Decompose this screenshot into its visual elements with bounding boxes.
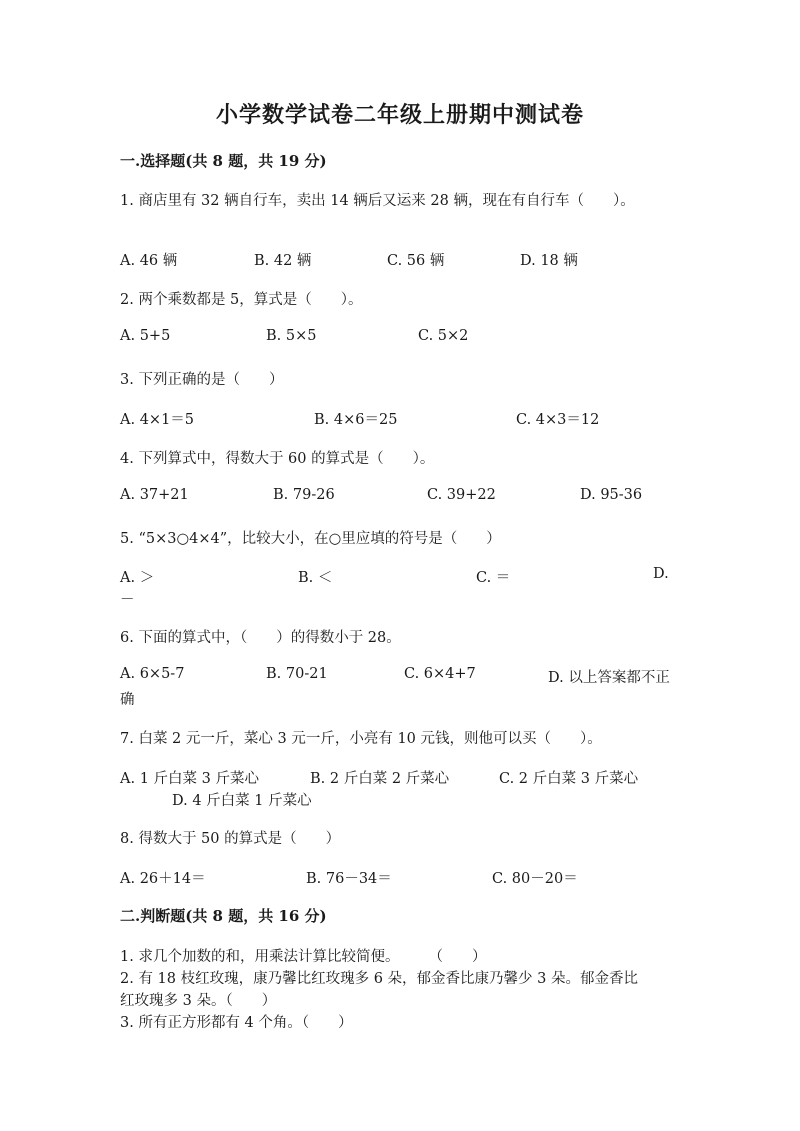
- judge-1: 1. 求几个加数的和，用乘法计算比较简便。 （ ）: [120, 949, 487, 965]
- q2-option-b: B. 5×5: [266, 328, 317, 344]
- q4-option-b: B. 79-26: [273, 487, 335, 503]
- q8-option-b: B. 76－34＝: [306, 871, 392, 887]
- q5-option-d: D.: [653, 566, 669, 582]
- page-title: 小学数学试卷二年级上册期中测试卷: [215, 102, 584, 128]
- question-1: 1. 商店里有 32 辆自行车，卖出 14 辆后又运来 28 辆，现在有自行车（ ）。: [120, 193, 635, 209]
- q4-option-c: C. 39+22: [427, 487, 496, 503]
- q6-option-b: B. 70-21: [266, 666, 328, 682]
- q2-option-a: A. 5+5: [120, 328, 171, 344]
- q6-option-d-cont: 确: [120, 692, 135, 708]
- q1-option-b: B. 42 辆: [254, 253, 312, 269]
- q6-option-c: C. 6×4+7: [404, 666, 476, 682]
- q7-option-a: A. 1 斤白菜 3 斤菜心: [120, 771, 259, 787]
- question-6: 6. 下面的算式中，（ ）的得数小于 28。: [120, 630, 401, 646]
- q6-option-a: A. 6×5-7: [120, 666, 185, 682]
- q3-option-c: C. 4×3＝12: [516, 412, 600, 428]
- q4-option-d: D. 95-36: [580, 487, 643, 503]
- q5-option-c: C. ＝: [476, 570, 511, 586]
- q8-option-a: A. 26＋14＝: [120, 871, 206, 887]
- q4-option-a: A. 37+21: [120, 487, 189, 503]
- judge-2: 2. 有 18 枝红玫瑰，康乃馨比红玫瑰多 6 朵，郁金香比康乃馨少 3 朵。郁金香比: [120, 971, 638, 987]
- q1-option-c: C. 56 辆: [387, 253, 445, 269]
- q3-option-a: A. 4×1＝5: [120, 412, 195, 428]
- q8-option-c: C. 80－20＝: [492, 871, 578, 887]
- judge-3: 3. 所有正方形都有 4 个角。（ ）: [120, 1015, 353, 1031]
- section-2-heading: 二.判断题(共 8 题，共 16 分): [120, 907, 327, 925]
- q1-option-a: A. 46 辆: [120, 253, 178, 269]
- q2-option-c: C. 5×2: [418, 328, 469, 344]
- q5-option-a: A. ＞: [120, 570, 155, 586]
- q5-option-d-symbol: －: [120, 592, 135, 608]
- question-4: 4. 下列算式中，得数大于 60 的算式是（ ）。: [120, 451, 435, 467]
- q5-option-b: B. ＜: [298, 570, 333, 586]
- q7-option-b: B. 2 斤白菜 2 斤菜心: [310, 771, 450, 787]
- question-5: 5. “5×3○4×4”，比较大小，在○里应填的符号是（ ）: [120, 531, 501, 547]
- q1-option-d: D. 18 辆: [520, 253, 578, 269]
- question-8: 8. 得数大于 50 的算式是（ ）: [120, 831, 341, 847]
- section-1-heading: 一.选择题(共 8 题，共 19 分): [120, 152, 327, 170]
- q3-option-b: B. 4×6＝25: [314, 412, 398, 428]
- q6-option-d: D. 以上答案都不正: [548, 670, 670, 686]
- judge-2-cont: 红玫瑰多 3 朵。（ ）: [120, 993, 277, 1009]
- q7-option-c: C. 2 斤白菜 3 斤菜心: [499, 771, 639, 787]
- question-3: 3. 下列正确的是（ ）: [120, 372, 284, 388]
- q7-option-d: D. 4 斤白菜 1 斤菜心: [172, 793, 312, 809]
- question-7: 7. 白菜 2 元一斤，菜心 3 元一斤，小亮有 10 元钱，则他可以买（ ）。: [120, 731, 602, 747]
- question-2: 2. 两个乘数都是 5，算式是（ ）。: [120, 292, 363, 308]
